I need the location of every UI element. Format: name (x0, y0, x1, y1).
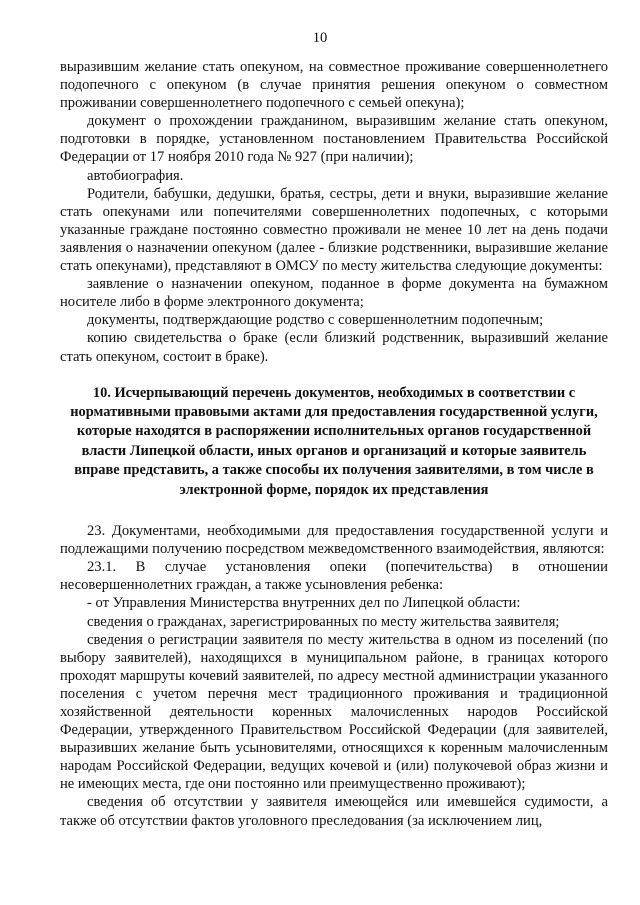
paragraph-autobiography: автобиография. (87, 167, 184, 184)
paragraph-training-document: документ о прохождении гражданином, выразившим желание стать опекуном, подготовки в порядке, установленном постановлением Правительства Российской Федерации от 17 ноября 2010 года № 927 (при наличии); (60, 113, 608, 166)
paragraph-mvd-source: - от Управления Министерства внутренних дел по Липецкой области: (87, 595, 521, 612)
bottom-paragraphs (60, 522, 608, 830)
paragraph-cohabitation-consent: выразившим желание стать опекуном, на совместное проживание совершеннолетнего подопечного с опекуном (в случае принятия решения опекуном о совместном проживании совершеннолетнего подопечного с семьей опекуна); (60, 59, 608, 112)
paragraph-criminal-record: сведения об отсутствии у заявителя имеющейся или имевшейся судимости, а также об отсутствии фактов уголовного преследования (за исключением лиц, (60, 794, 608, 829)
top-paragraphs (60, 58, 608, 366)
section-heading: 10. Исчерпывающий перечень документов, необходимых в соответствии с нормативными правовыми актами для предоставления государственной услуги, которые находятся в распоряжении исполнительных органов государственной власти Липецкой области, иных органов и организаций и которые заявитель вправе представить, а также способы их получения заявителями, в том числе в электронной форме, порядок их представления (70, 384, 598, 498)
paragraph-kinship-documents: документы, подтверждающие родство с совершеннолетним подопечным; (87, 312, 544, 329)
page-number: 10 (312, 30, 328, 46)
document-body (60, 58, 608, 830)
paragraph-marriage-certificate: копию свидетельства о браке (если близкий родственник, выразивший желание стать опекуном, состоит в браке). (60, 330, 608, 365)
paragraph-item-23: 23. Документами, необходимыми для предоставления государственной услуги и подлежащими получению посредством межведомственного взаимодействия, являются: (60, 523, 608, 558)
paragraph-registration-info: сведения о регистрации заявителя по месту жительства в одном из поселений (по выбору заявителей), находящихся в муниципальном районе, в границах которого проходят маршруты кочевий заявителей, по адресу местной администрации указанного поселения с учетом перечня мест традиционного проживания и традиционной хозяйственной деятельности коренных малочисленных народов Российской Федерации, утвержденного Правительством Российской Федерации (для заявителей, выразивших желание быть усыновителями, относящихся к коренным малочисленным народам Российской Федерации, ведущих кочевой и (или) полукочевой образ жизни и не имеющих места, где они постоянно или преимущественно проживают); (60, 631, 608, 793)
paragraph-application: заявление о назначении опекуном, поданное в форме документа на бумажном носителе либо в форме электронного документа; (60, 276, 608, 311)
spacer (60, 500, 608, 522)
paragraph-item-23-1: 23.1. В случае установления опеки (попечительства) в отношении несовершеннолетних граждан, а также усыновления ребенка: (60, 559, 608, 594)
paragraph-close-relatives: Родители, бабушки, дедушки, братья, сестры, дети и внуки, выразившие желание стать опекунами или попечителями совершеннолетних подопечных, с которыми указанные граждане постоянно совместно проживали не менее 10 лет на день подачи заявления о назначении опекуном (далее - близкие родственники, выразившие желание стать опекунами), представляют в ОМСУ по месту жительства следующие документы: (60, 185, 608, 275)
paragraph-registered-citizens: сведения о гражданах, зарегистрированных по месту жительства заявителя; (87, 613, 560, 630)
